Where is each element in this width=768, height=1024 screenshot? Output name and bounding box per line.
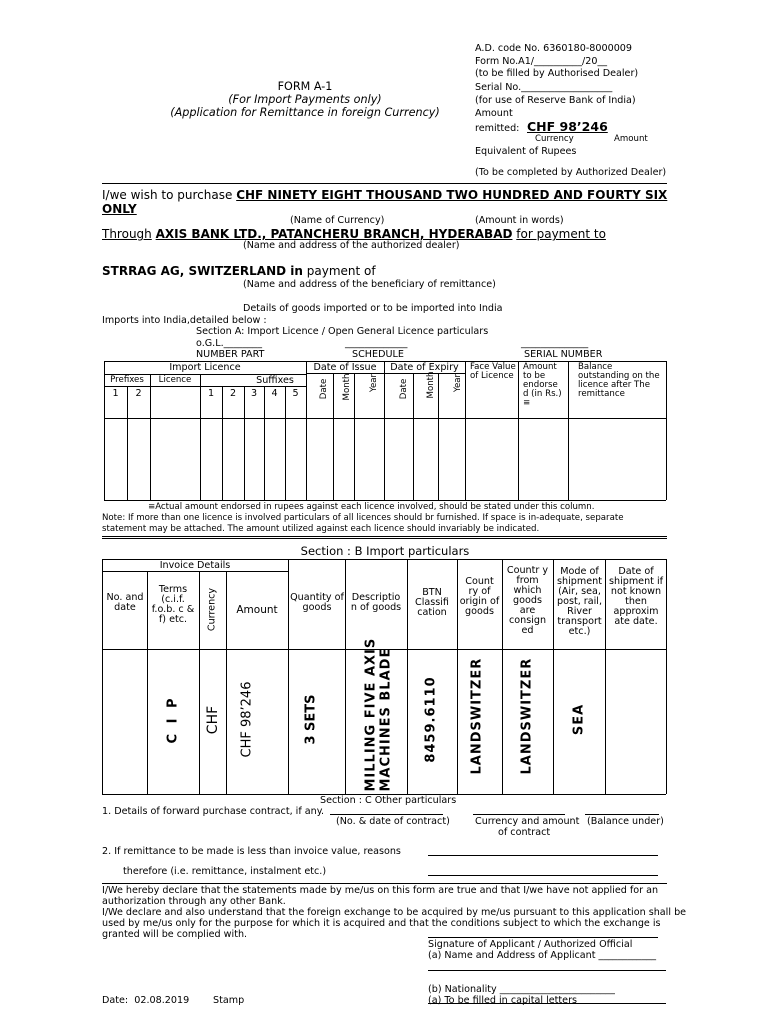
ogl-field: o.G.L.________ [196,338,263,349]
reasons-line [428,855,658,856]
amount-in-words: CHF NINETY EIGHT THOUSAND TWO HUNDRED AND FOURTY SIX [236,188,668,202]
import-licence-header: Import Licence [169,362,241,373]
authorized-dealer-caption: (Name and address of the authorized dealer) [243,240,460,251]
amount-header: Amount [236,604,278,616]
declaration-line-1: I/We hereby declare that the statements made by me/us on this form are true and that I/we have not applied for an [102,885,659,896]
amount-in-words-caption: (Amount in words) [475,215,564,226]
date-expiry-header: Date of Expiry [390,362,459,373]
balance-under-caption: (Balance under) [587,816,664,827]
btn-header: BTN Classifi cation [415,587,449,619]
declaration-line-2: authorization through any other Bank. [102,896,286,907]
name-of-currency-caption: (Name of Currency) [290,215,385,226]
currency-caption: Currency [535,134,574,144]
purchase-prefix: I/we wish to purchase [102,188,233,202]
mode-value: SEA [571,703,587,736]
section-a-divider [102,536,667,539]
prefix-num-2: 2 [135,388,142,399]
footnote-note-1: Note: If more than one licence is involved particulars of all licences should br furnished. If space is in-adequate, separate [102,513,624,523]
amount-endorsed-header: Amount to be endorse d (in Rs.) ≡ [523,362,562,409]
number-part-label: NUMBER PART [196,349,265,360]
details-goods-caption: Details of goods imported or to be imported into India [243,303,503,314]
beneficiary-caption: (Name and address of the beneficiary of remittance) [243,279,496,290]
issue-date-header: Date [319,378,329,400]
stamp-label: Stamp [213,995,245,1006]
form-subtitle-2: (Application for Remittance in foreign Currency) [170,106,440,119]
expiry-month-header: Month [426,371,436,399]
face-value-header: Face Value of Licence [470,362,516,382]
section-c-divider [102,883,667,884]
top-divider [102,183,667,184]
section-c-title: Section : C Other particulars [320,795,457,806]
beneficiary-name: STRRAG AG, SWITZERLAND in [102,264,303,278]
quantity-header: Quantity of goods [290,592,344,614]
rbi-use-note: (for use of Reserve Bank of India) [475,95,636,106]
payment-of: payment of [306,264,376,278]
form-title: FORM A-1 [277,80,333,93]
through-line [102,227,606,241]
description-header: Descriptio n of goods [350,592,402,614]
remittance-less-item: 2. If remittance to be made is less than invoice value, reasons [102,846,401,857]
suffix-num-5: 5 [292,388,299,399]
contract-line [330,814,443,815]
invoice-details-header: Invoice Details [159,560,231,571]
name-address-applicant: (a) Name and Address of Applicant ____________ [428,950,657,961]
therefore-text: therefore (i.e. remittance, instalment etc.) [123,866,327,877]
mode-header: Mode of shipment (Air, sea, post, rail, River transport etc.) [556,566,603,638]
footnote-note-2: statement may be attached. The amount utilized against each licence should invariably be indicated. [102,524,540,534]
amount-in-words-2: ONLY [102,202,137,216]
forward-contract-item: 1. Details of forward purchase contract, if any. [102,806,325,817]
of-contract-caption: of contract [498,827,551,838]
currency-amount-caption: Currency and amount [475,816,580,827]
filled-by-ad-note: (to be filled by Authorised Dealer) [475,68,639,79]
quantity-value: 3 SETS [303,694,319,745]
therefore-line [428,875,658,876]
country-from-header: Countr y from which goods are consign ed [506,565,549,637]
nationality-field: (b) Nationality ________________________ [428,984,615,995]
serial-blank: ______________ [521,338,589,349]
amount-value: CHF 98’246 [239,681,255,758]
licence-header: Licence [158,375,192,385]
suffix-num-3: 3 [250,388,258,399]
currency-amount-line [473,814,565,815]
origin-header: Count ry of origin of goods [459,576,500,618]
suffix-num-4: 4 [271,388,278,399]
description-value-2: MACHINES BLADE [378,647,394,792]
bank-name: AXIS BANK LTD., PATANCHERU BRANCH, HYDERABAD [155,227,513,241]
remitted-label: remitted: [475,123,520,134]
suffixes-header: Suffixes [256,375,294,386]
date-label: Date: [102,995,129,1006]
country-from-value: LANDSWITZER [519,657,535,775]
declaration-line-3: I/We declare and also understand that the foreign exchange to be acquired by me/us pursuant to this application shall be [102,907,687,918]
date-field [102,995,189,1006]
no-date-contract-caption: (No. & date of contract) [336,816,450,827]
schedule-label: SCHEDULE [352,349,404,360]
prefixes-header: Prefixes [110,375,144,385]
date-shipment-header: Date of shipment if not known then approxim ate date. [608,566,664,628]
terms-header: Terms (c.i.f. f.o.b. c & f) etc. [151,584,195,626]
date-value: 02.08.2019 [134,995,190,1006]
declaration-line-5: granted will be complied with. [102,929,248,940]
form-number: Form No.A1/__________/20__ [475,56,608,67]
balance-line [585,814,659,815]
description-value-1: MILLING FIVE AXIS [363,637,379,792]
signature-line [428,937,658,938]
prefix-num-1: 1 [112,388,119,399]
section-b-title: Section : B Import particulars [300,544,470,558]
ad-code: A.D. code No. 6360180-8000009 [475,43,633,54]
capital-letters-note: (a) To be filled in capital letters [428,995,578,1006]
currency-header: Currency [206,587,218,632]
signature-label: Signature of Applicant / Authorized Official [428,939,633,950]
schedule-blank: _____________ [345,338,408,349]
expiry-date-header: Date [399,378,409,400]
issue-month-header: Month [342,373,352,401]
purchase-line [102,188,667,202]
address-line [428,970,666,971]
terms-value: C I P [165,695,181,744]
origin-value: LANDSWITZER [469,657,485,775]
date-issue-header: Date of Issue [313,362,377,373]
form-subtitle-1: (For Import Payments only) [228,93,382,106]
balance-header: Balance outstanding on the licence after The remittance [578,362,660,400]
beneficiary-line [102,264,376,278]
no-date-header: No. and date [106,592,144,614]
suffix-num-1: 1 [207,388,215,399]
completed-by-note: (To be completed by Authorized Dealer) [475,167,667,178]
through-suffix: for payment to [516,227,606,241]
issue-year-header: Year [369,373,379,393]
btn-value: 8459.6110 [423,676,439,763]
suffix-num-2: 2 [229,388,237,399]
serial-number-label: SERIAL NUMBER [524,349,603,360]
section-a-title: Section A: Import Licence / Open General Licence particulars [196,326,489,337]
currency-value: CHF [205,705,221,735]
through-prefix: Through [102,227,152,241]
declaration-line-4: used by me/us only for the purpose for which it is acquired and that the conditions subject to which the exchange is [102,918,661,929]
amount-label: Amount [475,108,513,119]
equivalent-rupees: Equivalent of Rupees [475,146,577,157]
expiry-year-header: Year [453,373,463,393]
remitted-value: CHF 98’246 [527,119,608,134]
imports-detailed: Imports into India,detailed below : [102,315,267,326]
footnote-endorsed: ≡Actual amount endorsed in rupees against each licence involved, should be stated under this column. [148,502,595,512]
amount-caption: Amount [614,134,648,144]
bottom-line [428,1003,666,1004]
serial-no: Serial No.___________________ [475,82,613,93]
